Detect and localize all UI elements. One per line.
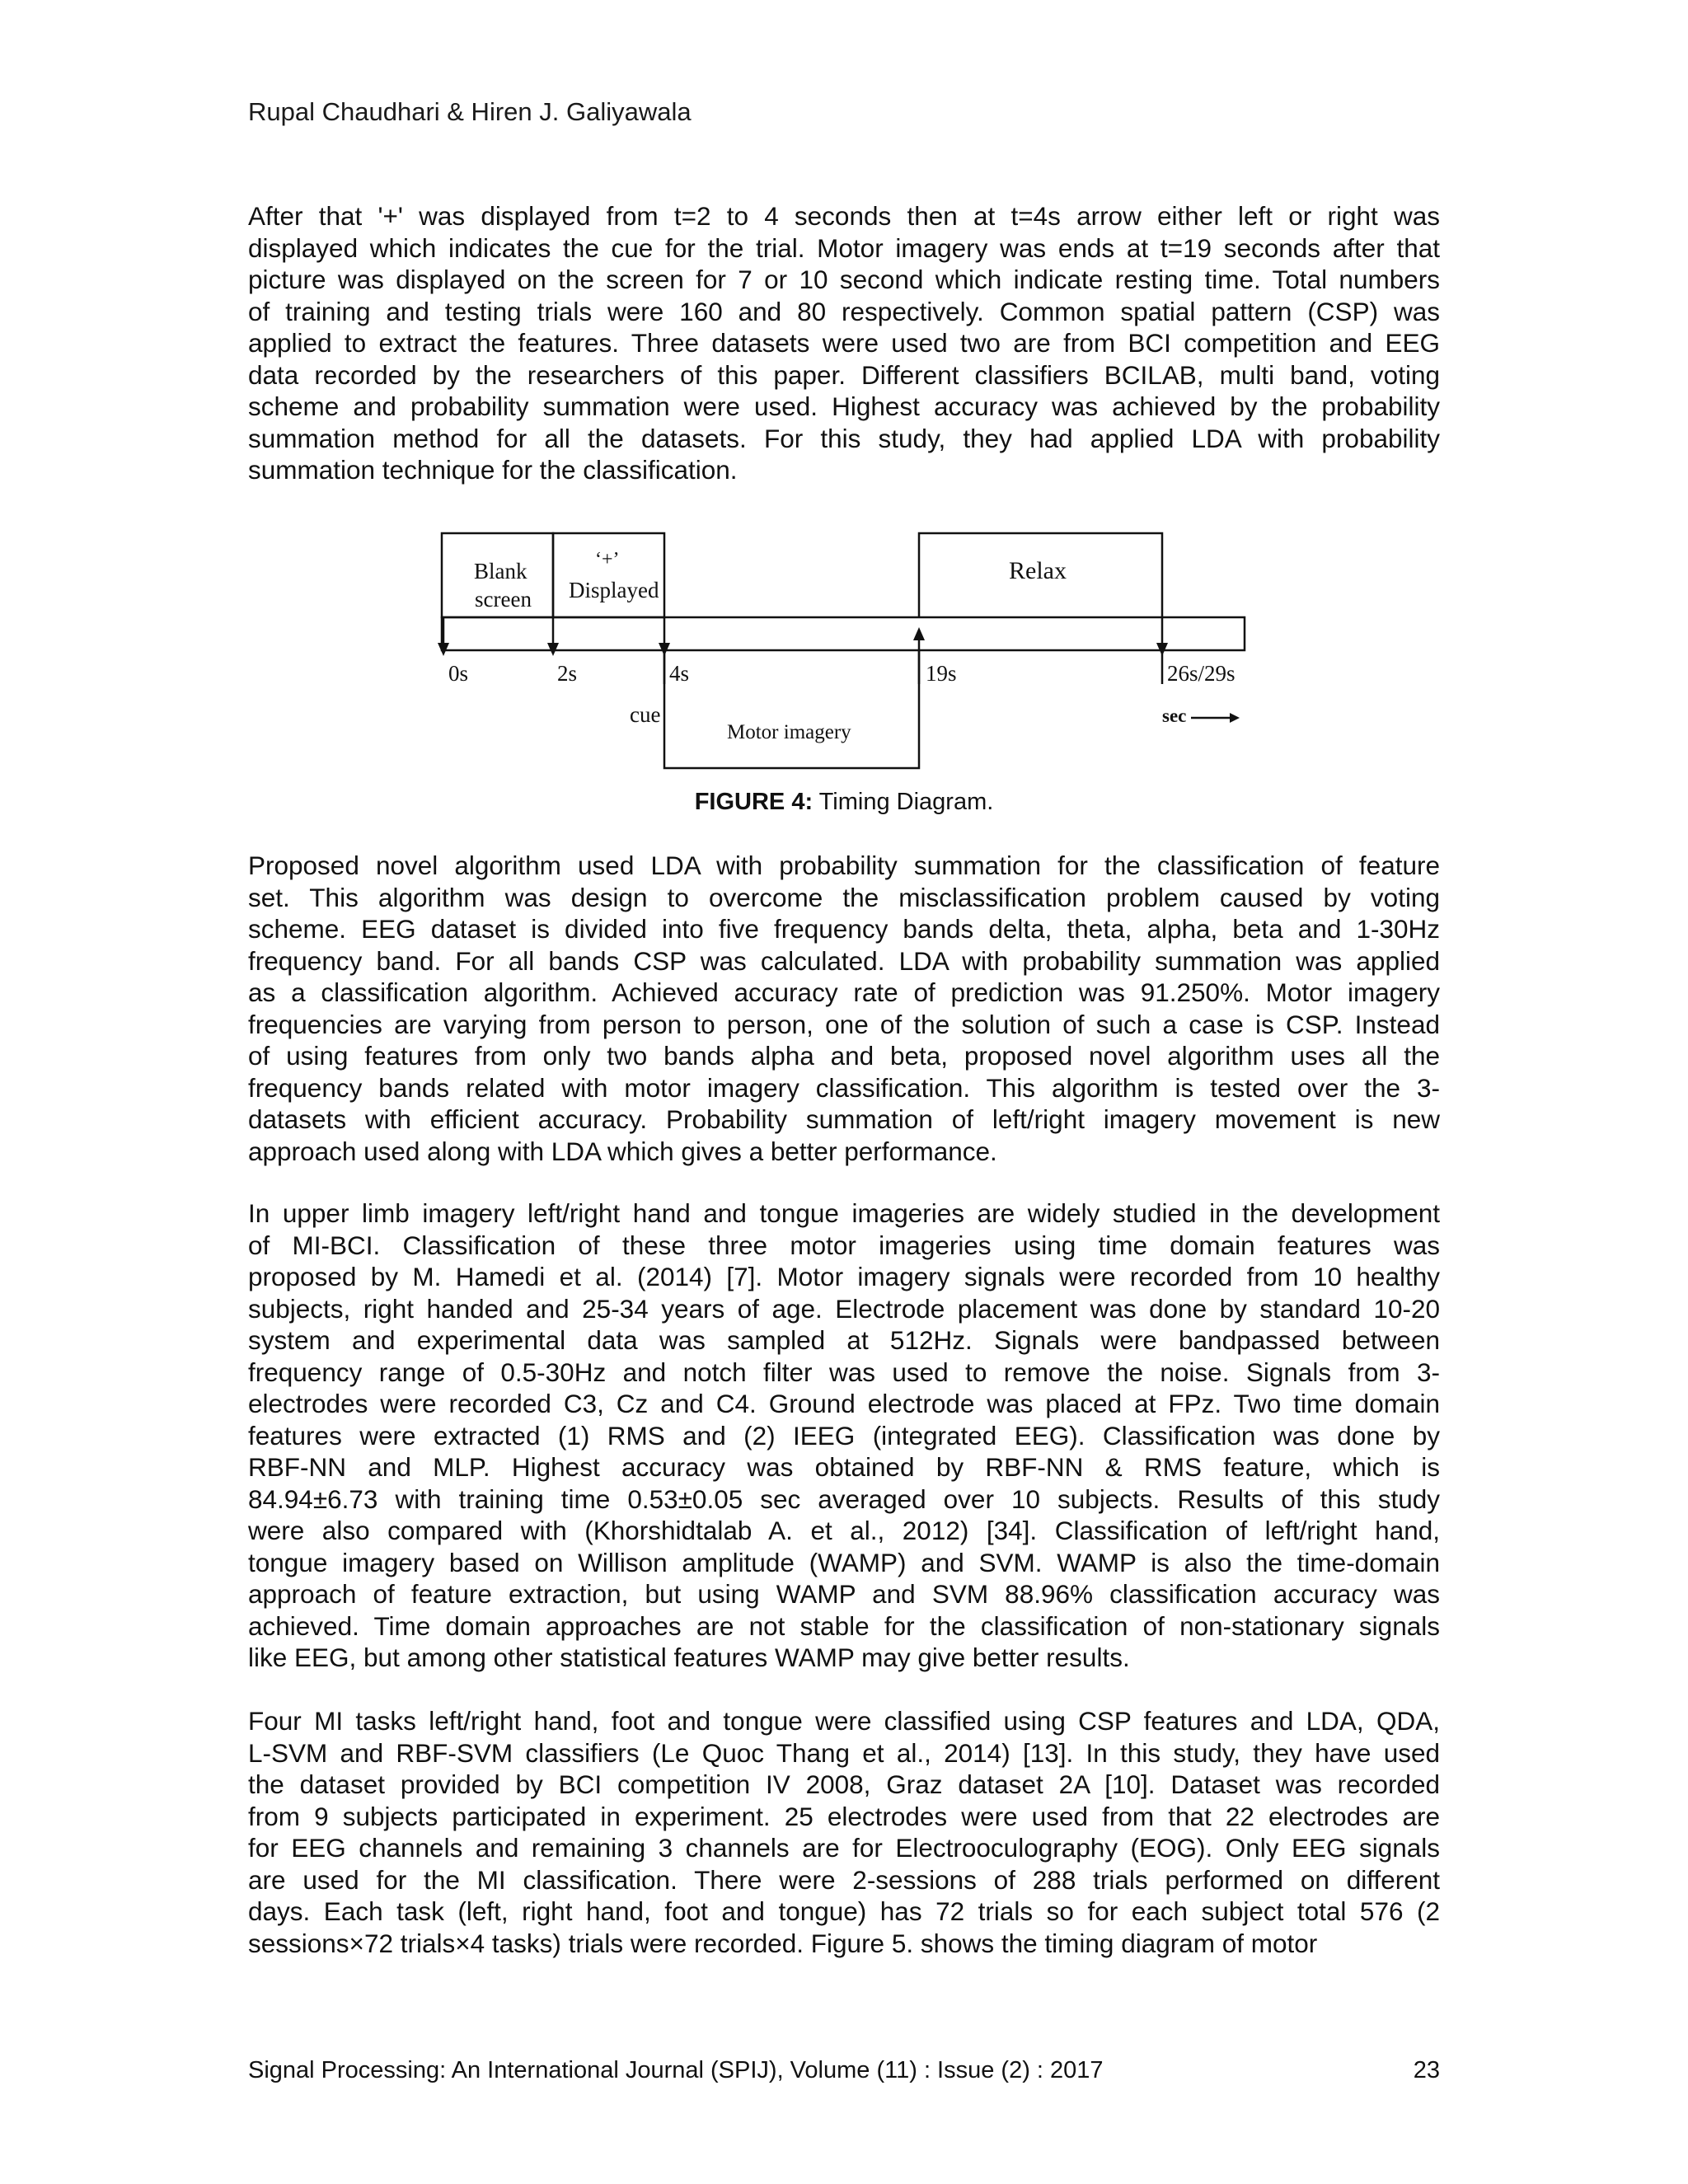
label-cue: cue [630, 702, 661, 727]
paragraph-line: scheme and probability summation were used. Highest accuracy was achieved by the probability [248, 391, 1440, 421]
tick-label-2s: 2s [557, 661, 578, 686]
tick-label-4s: 4s [669, 661, 690, 686]
paragraph-line: RBF-NN and MLP. Highest accuracy was obtained by RBF-NN & RMS feature, which is [248, 1452, 1440, 1482]
paragraph-line: as a classification algorithm. Achieved accuracy rate of prediction was 91.250%. Motor imagery [248, 977, 1440, 1007]
label-sec: sec [1162, 705, 1187, 726]
paragraph-line: of training and testing trials were 160 and 80 respectively. Common spatial pattern (CSP) was [248, 296, 1440, 326]
tick-label-0s: 0s [448, 661, 469, 686]
paragraph-line: proposed by M. Hamedi et al. (2014) [7]. Motor imagery signals were recorded from 10 healthy [248, 1262, 1440, 1291]
paragraph-line: the dataset provided by BCI competition IV 2008, Graz dataset 2A [10]. Dataset was recorded [248, 1769, 1440, 1799]
figure-caption [0, 789, 1688, 816]
plus-displayed-box [553, 533, 664, 617]
paragraph-line: summation method for all the datasets. For this study, they had applied LDA with probability [248, 423, 1440, 453]
paragraph-line: displayed which indicates the cue for the trial. Motor imagery was ends at t=19 seconds after that [248, 232, 1440, 263]
paragraph-line: achieved. Time domain approaches are not stable for the classification of non-stationary signals [248, 1610, 1440, 1641]
paragraph-line: L-SVM and RBF-SVM classifiers (Le Quoc Thang et al., 2014) [13]. In this study, they have used [248, 1737, 1440, 1768]
paragraph-line: 84.94±6.73 with training time 0.53±0.05 sec averaged over 10 subjects. Results of this study [248, 1483, 1440, 1514]
paragraph-line: are used for the MI classification. There were 2-sessions of 288 trials performed on different [248, 1864, 1440, 1895]
label-plus: ‘+’ [595, 549, 620, 570]
paragraph-line: sessions×72 trials×4 tasks) trials were recorded. Figure 5. shows the timing diagram of motor [248, 1928, 1318, 1958]
paragraph [248, 1705, 1440, 1959]
timing-diagram-svg [429, 527, 1253, 775]
timing-diagram-figure [429, 527, 1253, 775]
footer-journal-citation: Signal Processing: An International Journal (SPIJ), Volume (11) : Issue (2) : 2017 [248, 2057, 1104, 2083]
figure-caption-label: FIGURE 4: [694, 789, 814, 815]
paragraph-line: summation technique for the classification. [248, 455, 738, 485]
paragraph-line: Four MI tasks left/right hand, foot and tongue were classified using CSP features and LDA, QDA, [248, 1706, 1440, 1736]
paragraph-line: applied to extract the features. Three datasets were used two are from BCI competition and EEG [248, 328, 1440, 358]
timeline-bar [442, 617, 1245, 650]
paragraph-line: were also compared with (Khorshidtalab A. et al., 2012) [34]. Classification of left/right hand, [248, 1516, 1440, 1545]
paragraph-line: electrodes were recorded C3, Cz and C4. Ground electrode was placed at FPz. Two time domain [248, 1389, 1440, 1418]
paragraph-line: from 9 subjects participated in experiment. 25 electrodes were used from that 22 electrodes are [248, 1801, 1440, 1831]
label-blank: Blank [474, 559, 528, 583]
paragraph-line: like EEG, but among other statistical features WAMP may give better results. [248, 1643, 1130, 1672]
running-head-authors: Rupal Chaudhari & Hiren J. Galiyawala [248, 97, 692, 126]
paragraph-line: frequency band. For all bands CSP was calculated. LDA with probability summation was applied [248, 945, 1440, 976]
paragraph [248, 1197, 1440, 1674]
motor-imagery-box [664, 650, 919, 768]
right-arrow-icon [1230, 713, 1240, 723]
paragraph-line: days. Each task (left, right hand, foot and tongue) has 72 trials so for each subject total 576 (2 [248, 1896, 1440, 1926]
paragraph-line: frequency bands related with motor imagery classification. This algorithm is tested over the 3- [248, 1072, 1440, 1103]
paragraph-line: system and experimental data was sampled at 512Hz. Signals were bandpassed between [248, 1325, 1440, 1355]
paragraph [248, 850, 1440, 1167]
paragraph-line: After that '+' was displayed from t=2 to 4 seconds then at t=4s arrow either left or right was [248, 201, 1440, 231]
paragraph [248, 200, 1440, 486]
label-relax: Relax [1009, 557, 1067, 584]
label-screen: screen [475, 587, 532, 612]
paragraph-line: data recorded by the researchers of this paper. Different classifiers BCILAB, multi band, voting [248, 359, 1440, 390]
paragraph-line: datasets with efficient accuracy. Probability summation of left/right imagery movement is new [248, 1104, 1440, 1134]
paragraph-line: of MI-BCI. Classification of these three motor imageries using time domain features was [248, 1230, 1440, 1260]
label-motor-imagery: Motor imagery [727, 721, 851, 743]
paragraph-line: Proposed novel algorithm used LDA with probability summation for the classification of feature [248, 851, 1440, 880]
paragraph-line: picture was displayed on the screen for 7 or 10 second which indicate resting time. Total numbers [248, 265, 1440, 294]
page-number: 23 [1413, 2057, 1440, 2083]
tick-label-26s: 26s/29s [1167, 661, 1236, 686]
paragraph-line: set. This algorithm was design to overcome the misclassification problem caused by voting [248, 882, 1440, 912]
paragraph-line: for EEG channels and remaining 3 channels are for Electrooculography (EOG). Only EEG signals [248, 1833, 1440, 1863]
paragraph-line: frequencies are varying from person to person, one of the solution of such a case is CSP. Instead [248, 1009, 1440, 1039]
paragraph-line: of using features from only two bands alpha and beta, proposed novel algorithm uses all the [248, 1041, 1440, 1071]
figure-caption-text: Timing Diagram. [813, 789, 994, 815]
paragraph-line: subjects, right handed and 25-34 years of age. Electrode placement was done by standard 10-20 [248, 1293, 1440, 1324]
paragraph-line: In upper limb imagery left/right hand and tongue imageries are widely studied in the development [248, 1198, 1440, 1228]
paragraph-line: features were extracted (1) RMS and (2) IEEG (integrated EEG). Classification was done by [248, 1420, 1440, 1451]
label-displayed: Displayed [569, 578, 659, 602]
tick-label-19s: 19s [926, 661, 957, 686]
up-arrow-icon [913, 627, 925, 640]
paragraph-line: frequency range of 0.5-30Hz and notch filter was used to remove the noise. Signals from 3- [248, 1357, 1440, 1387]
paragraph-line: scheme. EEG dataset is divided into five frequency bands delta, theta, alpha, beta and 1-30Hz [248, 914, 1440, 944]
paragraph-line: approach used along with LDA which gives a better performance. [248, 1136, 997, 1166]
paragraph-line: tongue imagery based on Willison amplitude (WAMP) and SVM. WAMP is also the time-domain [248, 1547, 1440, 1577]
paragraph-line: approach of feature extraction, but using WAMP and SVM 88.96% classification accuracy was [248, 1579, 1440, 1609]
